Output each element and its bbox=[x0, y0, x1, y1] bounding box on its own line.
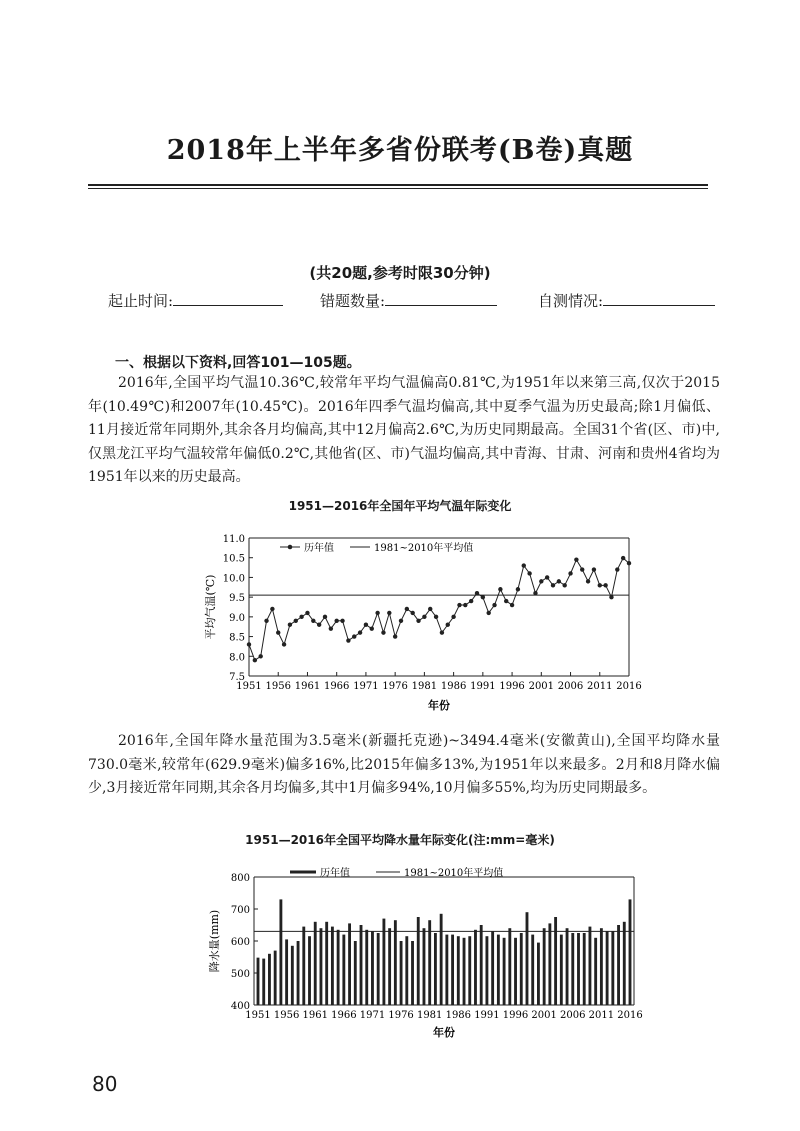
precip-bar bbox=[514, 938, 517, 1005]
precip-bar bbox=[589, 927, 592, 1005]
temp-point bbox=[416, 619, 420, 623]
precip-bar bbox=[480, 925, 483, 1005]
temp-point bbox=[516, 587, 520, 591]
temp-point bbox=[334, 619, 338, 623]
precip-bar bbox=[285, 939, 288, 1005]
precip-legend-baseline: 1981~2010年平均值 bbox=[404, 868, 504, 879]
precip-x-tick-label: 1966 bbox=[331, 1010, 357, 1021]
precip-bar bbox=[508, 928, 511, 1005]
precip-y-tick-label: 500 bbox=[230, 969, 250, 980]
precip-x-tick-label: 2016 bbox=[617, 1010, 643, 1021]
precip-bar bbox=[520, 933, 523, 1005]
temp-point bbox=[469, 599, 473, 603]
temp-point bbox=[405, 607, 409, 611]
temp-y-tick-label: 10.5 bbox=[222, 553, 245, 565]
temp-point bbox=[510, 603, 514, 607]
precip-bar bbox=[354, 941, 357, 1005]
self-check-field[interactable] bbox=[538, 290, 715, 311]
precip-x-tick-label: 1951 bbox=[245, 1010, 271, 1021]
temp-point bbox=[352, 634, 356, 638]
precip-bar bbox=[394, 920, 397, 1005]
temp-x-tick-label: 1956 bbox=[265, 681, 291, 692]
temp-point bbox=[276, 630, 280, 634]
temp-x-tick-label: 1966 bbox=[323, 681, 350, 692]
temp-point bbox=[294, 619, 298, 623]
temp-point bbox=[440, 630, 444, 634]
temp-y-tick-label: 8.0 bbox=[229, 652, 245, 664]
precip-bar bbox=[342, 935, 345, 1005]
precip-bar bbox=[314, 922, 317, 1005]
precip-bar bbox=[440, 914, 443, 1005]
temp-x-tick-label: 2011 bbox=[587, 681, 613, 692]
precip-bar bbox=[417, 917, 420, 1005]
precip-bar bbox=[468, 936, 471, 1005]
precip-legend-series: 历年值 bbox=[320, 868, 350, 879]
start-time-blank[interactable] bbox=[173, 291, 283, 306]
precip-x-tick-label: 2001 bbox=[531, 1010, 557, 1021]
temp-point bbox=[609, 595, 613, 599]
precip-bar bbox=[411, 941, 414, 1005]
temp-point bbox=[311, 619, 315, 623]
precip-bar bbox=[302, 927, 305, 1005]
temp-x-tick-label: 1986 bbox=[440, 681, 467, 692]
temp-point bbox=[463, 603, 467, 607]
temp-point bbox=[574, 557, 578, 561]
precip-bar bbox=[279, 899, 282, 1005]
page-title: 2018年上半年多省份联考(B卷)真题 bbox=[166, 135, 634, 166]
temp-point bbox=[329, 626, 333, 630]
temp-point bbox=[381, 630, 385, 634]
precip-bar bbox=[297, 941, 300, 1005]
temp-point bbox=[603, 583, 607, 587]
temp-chart-title: 1951—2016年全国年平均气温年际变化 bbox=[288, 499, 512, 513]
paragraph-temperature: 2016年,全国平均气温10.36℃,较常年平均气温偏高0.81℃,为1951年以来第三高,仅次于2015年(10.49℃)和2007年(10.45℃)。2016年四季气温均偏高,其中夏季气温为历史最高;除1月偏低、11月接近常年同期外,其余各月均偏高,其中12月偏高2.6℃,为历史同期最高。全国31个省(区、市)中,仅黑龙江平均气温较常年偏低0.2℃,其他省(区、市)气温均偏高,其中青海、甘肃、河南和贵州4省均为1951年以来的历史最高。 bbox=[88, 375, 720, 485]
precip-bar bbox=[325, 922, 328, 1005]
precip-bar bbox=[457, 936, 460, 1005]
temp-point bbox=[288, 623, 292, 627]
temp-x-tick-label: 2006 bbox=[557, 681, 584, 692]
precipitation-chart bbox=[190, 862, 660, 1040]
precip-x-tick-label: 1986 bbox=[445, 1010, 472, 1021]
precip-bar bbox=[566, 928, 569, 1005]
temp-point bbox=[522, 563, 526, 567]
precip-bar bbox=[629, 899, 632, 1005]
temp-point bbox=[545, 575, 549, 579]
precip-bar bbox=[497, 935, 500, 1005]
page-number: 80 bbox=[92, 1072, 118, 1096]
title-rule-thin bbox=[88, 188, 708, 189]
temp-x-tick-label: 1976 bbox=[382, 681, 408, 692]
section-header: 一、根据以下资料,回答101—105题。 bbox=[115, 355, 361, 371]
temp-y-tick-label: 8.5 bbox=[229, 632, 245, 644]
temp-point bbox=[451, 615, 455, 619]
precip-x-tick-label: 1971 bbox=[359, 1010, 386, 1021]
precip-x-axis-label: 年份 bbox=[433, 1026, 455, 1039]
precip-y-tick-label: 800 bbox=[230, 873, 250, 884]
precip-bar bbox=[423, 928, 426, 1005]
temp-legend-baseline: 1981~2010年平均值 bbox=[374, 543, 474, 554]
precip-bar bbox=[606, 931, 609, 1005]
precip-bar bbox=[474, 930, 477, 1005]
temp-point bbox=[305, 611, 309, 615]
temperature-chart bbox=[190, 518, 660, 713]
precip-y-tick-label: 400 bbox=[230, 1001, 250, 1012]
precip-x-tick-label: 1996 bbox=[502, 1010, 529, 1021]
temp-point bbox=[498, 587, 502, 591]
precip-bar bbox=[388, 928, 391, 1005]
temp-x-tick-label: 1996 bbox=[499, 681, 525, 692]
temp-point bbox=[568, 571, 572, 575]
temp-x-tick-label: 1971 bbox=[353, 681, 379, 692]
temp-point bbox=[299, 615, 303, 619]
precip-x-tick-label: 1956 bbox=[273, 1010, 300, 1021]
temp-point bbox=[533, 591, 537, 595]
precip-bar bbox=[571, 933, 574, 1005]
precip-bar bbox=[337, 930, 340, 1005]
temp-point bbox=[387, 611, 391, 615]
precip-y-tick-label: 700 bbox=[230, 905, 250, 916]
precip-bar bbox=[262, 959, 265, 1005]
title-rule-thick bbox=[88, 184, 708, 186]
temp-point bbox=[557, 579, 561, 583]
temp-point bbox=[586, 579, 590, 583]
temp-point bbox=[551, 583, 555, 587]
wrong-count-label: 错题数量: bbox=[320, 292, 386, 310]
precip-bar bbox=[371, 931, 374, 1005]
temp-point bbox=[399, 619, 403, 623]
precip-bar bbox=[491, 931, 494, 1005]
precip-bar bbox=[594, 938, 597, 1005]
temp-legend-series: 历年值 bbox=[304, 543, 334, 554]
temp-x-axis-label: 年份 bbox=[428, 699, 450, 712]
precip-bar bbox=[291, 946, 294, 1005]
precip-bar bbox=[308, 936, 311, 1005]
precip-bar bbox=[531, 935, 534, 1005]
precip-bar bbox=[537, 943, 540, 1005]
start-time-field[interactable] bbox=[108, 290, 283, 311]
temp-point bbox=[621, 556, 625, 560]
temp-x-tick-label: 1981 bbox=[411, 681, 438, 692]
temp-y-tick-label: 10.0 bbox=[222, 573, 245, 585]
temp-point bbox=[364, 623, 368, 627]
precip-bar bbox=[560, 935, 563, 1005]
precip-bar bbox=[611, 931, 614, 1005]
precip-bar bbox=[320, 928, 323, 1005]
precip-bar bbox=[554, 917, 557, 1005]
temp-point bbox=[428, 607, 432, 611]
precip-bar bbox=[463, 938, 466, 1005]
precip-x-tick-label: 1976 bbox=[388, 1010, 414, 1021]
precip-chart-title: 1951—2016年全国平均降水量年际变化(注:mm=毫米) bbox=[245, 833, 555, 847]
precip-bar bbox=[600, 928, 603, 1005]
precip-bar bbox=[445, 935, 448, 1005]
precip-bar bbox=[577, 933, 580, 1005]
temp-point bbox=[446, 623, 450, 627]
temp-y-tick-label: 9.0 bbox=[229, 612, 245, 624]
temp-y-axis-label: 平均气温(℃) bbox=[204, 574, 217, 640]
temp-point bbox=[527, 571, 531, 575]
precip-bar bbox=[331, 927, 334, 1005]
temp-point bbox=[422, 615, 426, 619]
precip-bar bbox=[274, 951, 277, 1005]
precip-bar bbox=[257, 958, 260, 1005]
temp-point bbox=[317, 623, 321, 627]
temp-point bbox=[375, 611, 379, 615]
temp-point bbox=[253, 658, 257, 662]
precip-bar bbox=[503, 938, 506, 1005]
temp-point bbox=[562, 583, 566, 587]
temp-point bbox=[264, 619, 268, 623]
temp-point bbox=[358, 630, 362, 634]
precip-bar bbox=[583, 933, 586, 1005]
temp-point bbox=[504, 599, 508, 603]
temp-x-tick-label: 1951 bbox=[236, 681, 262, 692]
precip-bar bbox=[451, 935, 454, 1005]
precip-bar bbox=[434, 933, 437, 1005]
precip-y-tick-label: 600 bbox=[230, 937, 250, 948]
temp-point bbox=[457, 603, 461, 607]
temp-point bbox=[393, 634, 397, 638]
precip-bar bbox=[405, 936, 408, 1005]
temp-y-tick-label: 9.5 bbox=[229, 593, 245, 605]
precip-bar bbox=[360, 925, 363, 1005]
test-subtitle: (共20题,参考时限30分钟) bbox=[309, 264, 491, 282]
precip-bar bbox=[268, 954, 271, 1005]
temp-point bbox=[258, 654, 262, 658]
temp-point bbox=[270, 607, 274, 611]
temp-y-tick-label: 11.0 bbox=[222, 534, 245, 545]
temp-point bbox=[486, 611, 490, 615]
temp-point bbox=[346, 638, 350, 642]
precip-bar bbox=[526, 912, 529, 1005]
temp-point bbox=[475, 591, 479, 595]
wrong-count-blank[interactable] bbox=[385, 291, 497, 306]
temp-point bbox=[410, 611, 414, 615]
temp-legend bbox=[280, 541, 473, 554]
precip-bar bbox=[548, 923, 551, 1005]
wrong-count-field[interactable] bbox=[320, 290, 497, 311]
precip-x-tick-label: 2006 bbox=[560, 1010, 586, 1021]
temp-point bbox=[592, 567, 596, 571]
precip-x-tick-label: 1981 bbox=[416, 1010, 443, 1021]
temp-x-tick-label: 2001 bbox=[528, 681, 555, 692]
precip-x-tick-label: 2011 bbox=[588, 1010, 615, 1021]
self-check-blank[interactable] bbox=[603, 291, 715, 306]
temp-point bbox=[434, 615, 438, 619]
precip-bar bbox=[543, 928, 546, 1005]
temp-point bbox=[580, 567, 584, 571]
temp-point bbox=[282, 642, 286, 646]
temp-point bbox=[539, 579, 543, 583]
paragraph-precipitation: 2016年,全国年降水量范围为3.5毫米(新疆托克逊)~3494.4毫米(安徽黄山),全国平均降水量730.0毫米,较常年(629.9毫米)偏多16%,比2015年偏多13%,为1951年以来最多。2月和8月降水偏少,3月接近常年同期,其余各月均偏多,其中1月偏多94%,10月偏多55%,均为历史同期最多。 bbox=[88, 733, 720, 796]
temp-x-tick-label: 1991 bbox=[470, 681, 496, 692]
temp-point bbox=[247, 642, 251, 646]
precip-x-tick-label: 1991 bbox=[474, 1010, 500, 1021]
temp-point bbox=[340, 619, 344, 623]
temp-point bbox=[481, 595, 485, 599]
precip-bar bbox=[377, 933, 380, 1005]
start-time-label: 起止时间: bbox=[108, 292, 174, 310]
precip-y-axis-label: 降水量(mm) bbox=[208, 909, 221, 973]
temp-point bbox=[627, 561, 631, 565]
temp-point bbox=[615, 567, 619, 571]
precip-bar bbox=[623, 922, 626, 1005]
temp-point bbox=[323, 615, 327, 619]
precip-x-tick-label: 1961 bbox=[302, 1010, 328, 1021]
temp-point bbox=[370, 626, 374, 630]
temp-y-tick-label: 7.5 bbox=[229, 672, 245, 683]
precip-bar bbox=[617, 925, 620, 1005]
temp-x-tick-label: 2016 bbox=[616, 681, 642, 692]
precip-bar bbox=[428, 920, 431, 1005]
precip-bar bbox=[365, 930, 368, 1005]
precip-bar bbox=[400, 941, 403, 1005]
temp-point bbox=[492, 603, 496, 607]
self-check-label: 自测情况: bbox=[538, 292, 604, 310]
temp-x-tick-label: 1961 bbox=[294, 681, 321, 692]
precip-bar bbox=[485, 936, 488, 1005]
precip-bar bbox=[348, 923, 351, 1005]
temp-point bbox=[598, 583, 602, 587]
